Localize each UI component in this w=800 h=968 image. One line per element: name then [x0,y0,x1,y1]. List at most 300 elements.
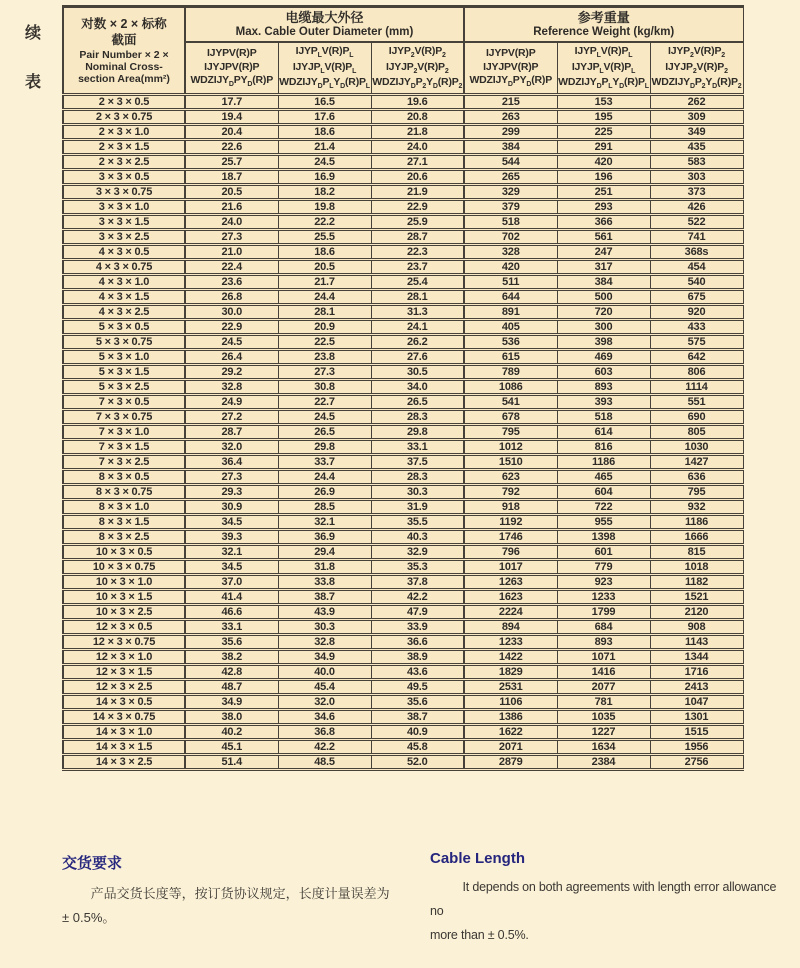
cell-weight: 384 [464,139,557,154]
cell-weight: 1035 [557,709,650,724]
cell-size: 7 × 3 × 0.5 [63,394,185,409]
cell-diameter: 40.3 [371,529,464,544]
table-row [63,484,743,499]
table-row [63,349,743,364]
cell-weight: 1956 [650,739,743,754]
cell-weight: 511 [464,274,557,289]
cell-size: 4 × 3 × 0.75 [63,259,185,274]
cell-weight: 561 [557,229,650,244]
cell-diameter: 19.6 [371,94,464,109]
cell-weight: 636 [650,469,743,484]
cell-diameter: 29.8 [278,439,371,454]
cell-diameter: 30.8 [278,379,371,394]
delivery-requirements-section [62,852,402,930]
cell-weight: 805 [650,424,743,439]
cell-size: 4 × 3 × 0.5 [63,244,185,259]
cell-weight: 690 [650,409,743,424]
cell-weight: 373 [650,184,743,199]
cell-diameter: 36.9 [278,529,371,544]
cell-weight: 1182 [650,574,743,589]
cell-diameter: 26.4 [185,349,278,364]
cell-size: 7 × 3 × 1.0 [63,424,185,439]
cell-diameter: 40.9 [371,724,464,739]
table-row [63,529,743,544]
cell-size: 2 × 3 × 0.75 [63,109,185,124]
cell-diameter: 33.7 [278,454,371,469]
cell-weight: 741 [650,229,743,244]
cell-size: 3 × 3 × 2.5 [63,229,185,244]
cell-weight: 796 [464,544,557,559]
cell-diameter: 25.9 [371,214,464,229]
cell-diameter: 47.9 [371,604,464,619]
table-row [63,694,743,709]
cell-diameter: 20.5 [185,184,278,199]
cell-diameter: 27.1 [371,154,464,169]
cell-size: 8 × 3 × 0.5 [63,469,185,484]
cell-diameter: 46.6 [185,604,278,619]
table-row [63,109,743,124]
cell-weight: 583 [650,154,743,169]
cell-diameter: 35.3 [371,559,464,574]
cell-weight: 2077 [557,679,650,694]
cell-size: 3 × 3 × 1.0 [63,199,185,214]
table-row [63,634,743,649]
table-row [63,244,743,259]
cell-weight: 932 [650,499,743,514]
cell-weight: 1114 [650,379,743,394]
cell-size: 2 × 3 × 1.0 [63,124,185,139]
cell-weight: 815 [650,544,743,559]
table-row [63,439,743,454]
cell-diameter: 34.5 [185,559,278,574]
cell-weight: 469 [557,349,650,364]
cell-weight: 540 [650,274,743,289]
cell-weight: 1192 [464,514,557,529]
cell-diameter: 26.5 [371,394,464,409]
table-row [63,604,743,619]
cell-weight: 891 [464,304,557,319]
cell-diameter: 27.3 [278,364,371,379]
table-row [63,499,743,514]
cell-weight: 781 [557,694,650,709]
cell-diameter: 30.3 [371,484,464,499]
cell-diameter: 24.5 [278,154,371,169]
cell-diameter: 37.8 [371,574,464,589]
cell-diameter: 17.7 [185,94,278,109]
cell-diameter: 20.8 [371,109,464,124]
cell-weight: 2756 [650,754,743,769]
cell-diameter: 23.8 [278,349,371,364]
cell-weight: 1521 [650,589,743,604]
cell-weight: 816 [557,439,650,454]
cell-diameter: 30.3 [278,619,371,634]
table-row [63,739,743,754]
cell-size: 4 × 3 × 2.5 [63,304,185,319]
table-row [63,259,743,274]
cell-weight: 500 [557,289,650,304]
cell-weight: 2879 [464,754,557,769]
cell-weight: 920 [650,304,743,319]
cell-diameter: 19.4 [185,109,278,124]
cell-size: 10 × 3 × 0.75 [63,559,185,574]
cell-diameter: 51.4 [185,754,278,769]
cell-weight: 1515 [650,724,743,739]
cell-weight: 2384 [557,754,650,769]
cell-diameter: 18.2 [278,184,371,199]
cell-weight: 779 [557,559,650,574]
cell-size: 3 × 3 × 0.5 [63,169,185,184]
cell-weight: 263 [464,109,557,124]
row-header-cell [63,7,185,95]
cell-size: 4 × 3 × 1.0 [63,274,185,289]
cell-weight: 604 [557,484,650,499]
cell-weight: 317 [557,259,650,274]
cell-diameter: 34.6 [278,709,371,724]
cell-size: 12 × 3 × 2.5 [63,679,185,694]
diameter-type-col-2: $IJYP_LV(R)P_L$ $IJYJP_LV(R)P_L$ $WDZIJY_DP_LY_D(R)P_L$ [278,42,371,94]
table-row [63,154,743,169]
cell-diameter: 31.9 [371,499,464,514]
cell-weight: 792 [464,484,557,499]
cell-weight: 299 [464,124,557,139]
cell-diameter: 22.9 [185,319,278,334]
cell-diameter: 24.5 [185,334,278,349]
cell-weight: 1416 [557,664,650,679]
cell-diameter: 36.6 [371,634,464,649]
table-row [63,124,743,139]
cell-size: 8 × 3 × 1.5 [63,514,185,529]
cell-diameter: 26.2 [371,334,464,349]
delivery-requirements-heading-cn: 交货要求 [62,855,123,872]
cell-diameter: 20.5 [278,259,371,274]
cell-weight: 328 [464,244,557,259]
row-header-en: Pair Number × 2 × Nominal Cross- section Area(mm²) [78,48,170,85]
cell-diameter: 27.2 [185,409,278,424]
cell-diameter: 32.0 [278,694,371,709]
cell-diameter: 18.6 [278,124,371,139]
cell-diameter: 29.8 [371,424,464,439]
cell-diameter: 30.5 [371,364,464,379]
cell-diameter: 45.8 [371,739,464,754]
cable-spec-table [62,5,744,771]
cell-weight: 615 [464,349,557,364]
cell-diameter: 34.9 [278,649,371,664]
table-row [63,619,743,634]
cell-weight: 1030 [650,439,743,454]
cell-diameter: 22.9 [371,199,464,214]
cell-diameter: 33.9 [371,619,464,634]
cell-weight: 544 [464,154,557,169]
cell-size: 7 × 3 × 2.5 [63,454,185,469]
weight-type-col-3: $IJYP_2V(R)P_2$ $IJYJP_2V(R)P_2$ $WDZIJY_DP_2Y_D(R)P_2$ [650,42,743,94]
cell-weight: 795 [650,484,743,499]
cell-diameter: 38.7 [278,589,371,604]
cell-size: 2 × 3 × 2.5 [63,154,185,169]
cell-diameter: 34.5 [185,514,278,529]
cell-diameter: 26.8 [185,289,278,304]
cell-weight: 1233 [557,589,650,604]
table-row [63,184,743,199]
cell-weight: 420 [557,154,650,169]
cell-weight: 153 [557,94,650,109]
cell-weight: 1071 [557,649,650,664]
weight-group-title-cn: 参考重量 [577,10,630,25]
cell-weight: 1510 [464,454,557,469]
cell-weight: 196 [557,169,650,184]
cell-diameter: 24.4 [278,469,371,484]
cell-diameter: 28.3 [371,469,464,484]
cell-weight: 642 [650,349,743,364]
cell-weight: 644 [464,289,557,304]
cell-diameter: 21.9 [371,184,464,199]
cell-size: 2 × 3 × 0.5 [63,94,185,109]
table-row [63,304,743,319]
cell-diameter: 36.4 [185,454,278,469]
cell-weight: 518 [464,214,557,229]
cell-diameter: 16.9 [278,169,371,184]
cell-weight: 1018 [650,559,743,574]
weight-group-header [464,7,743,43]
cell-weight: 300 [557,319,650,334]
cell-diameter: 32.8 [185,379,278,394]
cell-size: 4 × 3 × 1.5 [63,289,185,304]
cell-size: 12 × 3 × 0.75 [63,634,185,649]
cell-size: 7 × 3 × 1.5 [63,439,185,454]
diameter-group-title-en: Max. Cable Outer Diameter (mm) [235,25,414,38]
cell-weight: 291 [557,139,650,154]
cell-weight: 398 [557,334,650,349]
cell-size: 14 × 3 × 2.5 [63,754,185,769]
cell-size: 14 × 3 × 1.0 [63,724,185,739]
diameter-group-title-cn: 电缆最大外径 [285,10,364,25]
cell-diameter: 18.6 [278,244,371,259]
cell-diameter: 22.6 [185,139,278,154]
cell-diameter: 25.4 [371,274,464,289]
cell-weight: 923 [557,574,650,589]
cell-size: 12 × 3 × 0.5 [63,619,185,634]
row-header-cn: 对数 × 2 × 标称 截面 [81,17,167,48]
table-row [63,469,743,484]
cell-weight: 893 [557,379,650,394]
cell-weight: 2224 [464,604,557,619]
cell-weight: 806 [650,364,743,379]
cell-diameter: 32.1 [278,514,371,529]
cell-diameter: 34.9 [185,694,278,709]
cell-weight: 1634 [557,739,650,754]
cell-diameter: 30.9 [185,499,278,514]
cell-diameter: 27.3 [185,469,278,484]
cell-weight: 1386 [464,709,557,724]
cell-diameter: 32.1 [185,544,278,559]
cell-diameter: 28.1 [371,289,464,304]
cell-weight: 536 [464,334,557,349]
table-row [63,409,743,424]
cell-diameter: 33.8 [278,574,371,589]
table-row [63,214,743,229]
cell-weight: 1398 [557,529,650,544]
cell-size: 5 × 3 × 0.5 [63,319,185,334]
cell-diameter: 19.8 [278,199,371,214]
delivery-requirements-body-cn: 产品交货长度等，按订货协议规定，长度计量误差为 ± 0.5%。 [62,886,390,926]
cell-diameter: 20.4 [185,124,278,139]
cell-weight: 1017 [464,559,557,574]
cell-diameter: 40.0 [278,664,371,679]
table-row [63,679,743,694]
cell-weight: 420 [464,259,557,274]
cell-diameter: 48.7 [185,679,278,694]
cell-size: 10 × 3 × 0.5 [63,544,185,559]
cell-diameter: 36.8 [278,724,371,739]
cell-weight: 1622 [464,724,557,739]
cell-weight: 1666 [650,529,743,544]
cell-diameter: 40.2 [185,724,278,739]
cell-diameter: 29.4 [278,544,371,559]
weight-type-col-1: IJYPV(R)P IJYJPV(R)P $WDZIJY_DPY_D(R)P$ [464,42,557,94]
cable-length-heading-en: Cable Length [430,850,526,867]
table-row [63,559,743,574]
cell-diameter: 45.4 [278,679,371,694]
cell-weight: 309 [650,109,743,124]
cell-size: 8 × 3 × 2.5 [63,529,185,544]
cell-diameter: 28.1 [278,304,371,319]
cell-weight: 894 [464,619,557,634]
cell-weight: 908 [650,619,743,634]
table-row [63,589,743,604]
cell-weight: 1186 [650,514,743,529]
cell-weight: 1233 [464,634,557,649]
cell-weight: 603 [557,364,650,379]
diameter-type-col-1: IJYPV(R)P IJYJPV(R)P $WDZIJY_DPY_D(R)P$ [185,42,278,94]
cell-weight: 329 [464,184,557,199]
table-row [63,649,743,664]
cell-weight: 393 [557,394,650,409]
cell-diameter: 21.4 [278,139,371,154]
cell-diameter: 26.9 [278,484,371,499]
cell-weight: 722 [557,499,650,514]
cell-size: 5 × 3 × 1.0 [63,349,185,364]
table-row [63,394,743,409]
cell-diameter: 41.4 [185,589,278,604]
cell-diameter: 37.5 [371,454,464,469]
cell-diameter: 32.9 [371,544,464,559]
cell-size: 3 × 3 × 0.75 [63,184,185,199]
table-row [63,364,743,379]
table-row [63,664,743,679]
cell-diameter: 23.6 [185,274,278,289]
cell-weight: 405 [464,319,557,334]
table-row [63,319,743,334]
cell-weight: 795 [464,424,557,439]
cell-diameter: 26.5 [278,424,371,439]
cell-weight: 678 [464,409,557,424]
cell-diameter: 24.0 [371,139,464,154]
cell-weight: 614 [557,424,650,439]
cell-weight: 2413 [650,679,743,694]
cell-diameter: 43.6 [371,664,464,679]
cell-diameter: 29.3 [185,484,278,499]
cell-diameter: 33.1 [185,619,278,634]
cable-length-body-en: It depends on both agreements with length error allowance no more than ± 0.5%. [430,880,777,942]
cell-diameter: 29.2 [185,364,278,379]
cell-size: 10 × 3 × 2.5 [63,604,185,619]
cell-diameter: 22.7 [278,394,371,409]
cell-diameter: 28.7 [371,229,464,244]
cell-diameter: 16.5 [278,94,371,109]
cell-weight: 1716 [650,664,743,679]
table-row [63,199,743,214]
cell-diameter: 20.6 [371,169,464,184]
cell-diameter: 38.2 [185,649,278,664]
cell-weight: 1047 [650,694,743,709]
cell-size: 8 × 3 × 0.75 [63,484,185,499]
cell-diameter: 18.7 [185,169,278,184]
cell-size: 8 × 3 × 1.0 [63,499,185,514]
table-row [63,274,743,289]
cell-weight: 1344 [650,649,743,664]
cell-diameter: 33.1 [371,439,464,454]
cell-diameter: 22.4 [185,259,278,274]
cell-weight: 789 [464,364,557,379]
table-row [63,754,743,769]
cell-diameter: 45.1 [185,739,278,754]
cell-diameter: 20.9 [278,319,371,334]
cell-diameter: 28.5 [278,499,371,514]
cable-length-section [430,850,780,947]
cell-diameter: 24.5 [278,409,371,424]
cell-diameter: 35.6 [371,694,464,709]
cell-diameter: 24.4 [278,289,371,304]
cell-diameter: 24.9 [185,394,278,409]
cell-diameter: 38.9 [371,649,464,664]
cell-diameter: 28.3 [371,409,464,424]
cell-diameter: 42.8 [185,664,278,679]
cell-diameter: 32.8 [278,634,371,649]
cell-diameter: 24.1 [371,319,464,334]
cell-diameter: 31.3 [371,304,464,319]
table-row [63,334,743,349]
cell-diameter: 48.5 [278,754,371,769]
cell-size: 5 × 3 × 1.5 [63,364,185,379]
cell-diameter: 21.8 [371,124,464,139]
cell-weight: 251 [557,184,650,199]
cell-diameter: 42.2 [371,589,464,604]
cell-weight: 1227 [557,724,650,739]
cell-weight: 1829 [464,664,557,679]
continued-char-1: 续 [24,25,41,42]
table-row [63,709,743,724]
cell-weight: 893 [557,634,650,649]
cell-weight: 465 [557,469,650,484]
cell-diameter: 27.6 [371,349,464,364]
cell-weight: 2071 [464,739,557,754]
cell-diameter: 43.9 [278,604,371,619]
cell-diameter: 27.3 [185,229,278,244]
cell-diameter: 28.7 [185,424,278,439]
cell-diameter: 38.0 [185,709,278,724]
cell-weight: 575 [650,334,743,349]
cell-weight: 293 [557,199,650,214]
cell-weight: 349 [650,124,743,139]
cell-weight: 518 [557,409,650,424]
table-row [63,94,743,109]
cell-weight: 368s [650,244,743,259]
cell-weight: 1263 [464,574,557,589]
cell-weight: 675 [650,289,743,304]
cell-diameter: 35.5 [371,514,464,529]
cell-weight: 225 [557,124,650,139]
cell-size: 14 × 3 × 1.5 [63,739,185,754]
cell-diameter: 17.6 [278,109,371,124]
